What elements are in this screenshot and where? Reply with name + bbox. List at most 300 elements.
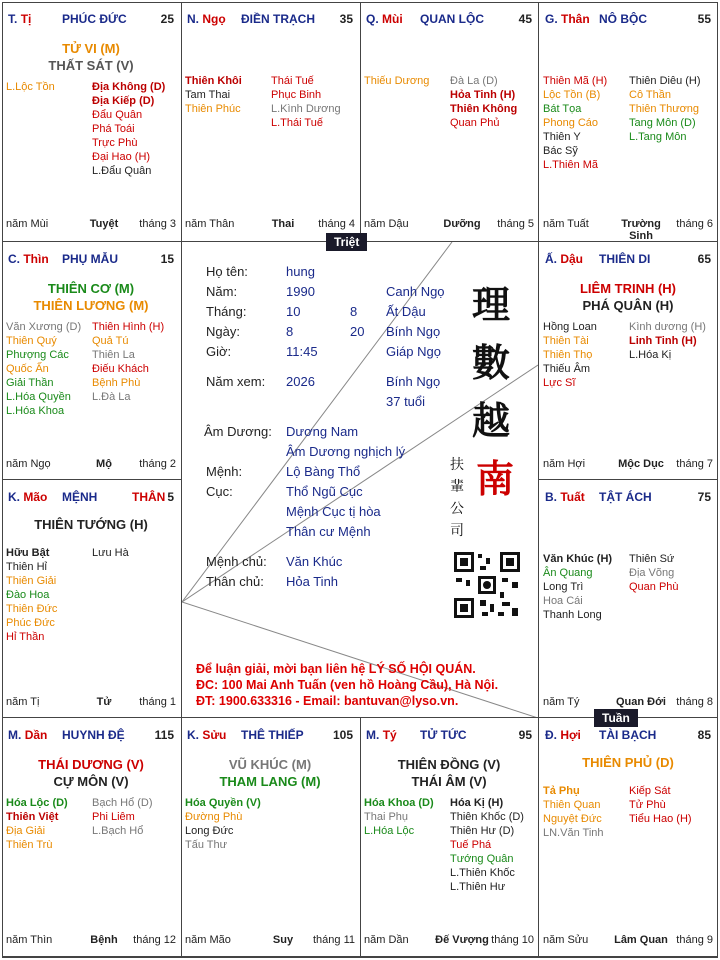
minor-star: Bạch Hổ (D) bbox=[92, 797, 153, 809]
amduong-label: Âm Dương: bbox=[204, 424, 272, 439]
minor-star: Điếu Khách bbox=[92, 363, 149, 375]
palace-ty[interactable] bbox=[360, 718, 538, 956]
minor-star: Hóa Kị (H) bbox=[450, 797, 504, 809]
minor-star: Hóa Quyền (V) bbox=[185, 797, 261, 809]
minor-col-right bbox=[629, 74, 715, 172]
minor-star: Tiểu Hao (H) bbox=[629, 813, 692, 825]
palace-header bbox=[8, 252, 174, 268]
grid-line bbox=[181, 2, 182, 958]
palace-thin[interactable] bbox=[2, 242, 180, 480]
palace-number: 5 bbox=[167, 490, 174, 504]
minor-star: Thai Phụ bbox=[364, 811, 409, 823]
age-value: 37 tuổi bbox=[386, 394, 426, 409]
minor-star: Thanh Long bbox=[543, 609, 602, 621]
palace-ngo[interactable] bbox=[181, 2, 359, 240]
major-star: CỰ MÔN (V) bbox=[53, 774, 129, 789]
minor-col-right bbox=[629, 784, 715, 840]
minor-star: Hỉ Thần bbox=[6, 631, 45, 643]
month-lunar: 8 bbox=[350, 304, 358, 319]
palace-footer bbox=[185, 934, 355, 948]
palace-dau[interactable] bbox=[539, 242, 717, 480]
can-label: K. bbox=[8, 490, 20, 504]
palace-header bbox=[8, 490, 174, 506]
name-value: hung bbox=[286, 264, 315, 279]
minor-col-right bbox=[92, 546, 178, 644]
stage-label: Mộc Dục bbox=[618, 458, 664, 470]
menhchu-value: Văn Khúc bbox=[286, 554, 343, 569]
minor-star: Tam Thai bbox=[185, 89, 231, 101]
chi-label: Hợi bbox=[560, 728, 581, 742]
palace-footer bbox=[364, 218, 534, 232]
stage-label: Trường Sinh bbox=[621, 218, 661, 240]
minor-stars bbox=[6, 796, 178, 852]
cuc-note: Mệnh Cục tị hòa bbox=[286, 504, 381, 519]
than-note: Thân cư Mệnh bbox=[286, 524, 371, 539]
palace-dan[interactable] bbox=[2, 718, 180, 956]
grid-line bbox=[360, 2, 361, 242]
minor-col-left bbox=[543, 74, 629, 172]
month-label: tháng 10 bbox=[491, 934, 534, 946]
palace-name: TÀI BẠCH bbox=[599, 728, 657, 742]
chi-label: Dần bbox=[24, 728, 48, 742]
minor-star: Thiên Phúc bbox=[185, 103, 241, 115]
minor-star: Địa Võng bbox=[629, 567, 675, 579]
minor-star: Phượng Các bbox=[6, 349, 69, 361]
minor-star: Phục Binh bbox=[271, 89, 322, 101]
minor-star: Bệnh Phù bbox=[92, 377, 141, 389]
can-label: T. bbox=[8, 12, 18, 26]
palace-header bbox=[8, 728, 174, 744]
month-label: tháng 11 bbox=[312, 934, 355, 946]
minor-star: Tử Phù bbox=[629, 799, 666, 811]
minor-col-left bbox=[364, 74, 450, 130]
month-label: tháng 6 bbox=[676, 218, 713, 230]
can-label: C. bbox=[8, 252, 20, 266]
stage-label: Suy bbox=[272, 934, 294, 946]
major-star: THIÊN CƠ (M) bbox=[47, 281, 135, 296]
minor-star: L.Thiên Khốc bbox=[450, 867, 515, 879]
palace-number: 25 bbox=[160, 12, 174, 26]
major-star: TỬ VI (M) bbox=[62, 41, 120, 56]
stage-label: Tử bbox=[96, 696, 112, 708]
palace-number: 65 bbox=[697, 252, 711, 266]
minor-star: L.Thiên Mã bbox=[543, 159, 599, 171]
minor-star: Phi Liêm bbox=[92, 811, 135, 823]
minor-star: Đào Hoa bbox=[6, 589, 50, 601]
minor-col-right bbox=[450, 796, 536, 894]
minor-star: Thiên Quan bbox=[543, 799, 601, 811]
palace-name: MỆNH bbox=[62, 490, 98, 504]
minor-stars bbox=[543, 74, 715, 172]
month-label: Tháng: bbox=[206, 304, 247, 319]
cuc-value: Thổ Ngũ Cục bbox=[286, 484, 363, 499]
can-label: Đ. bbox=[545, 728, 557, 742]
minor-stars bbox=[6, 546, 178, 644]
contact-line-3: ĐT: 1900.633316 - Email: bantuvan@lyso.vn. bbox=[196, 694, 459, 708]
minor-star: Tuế Phá bbox=[450, 839, 492, 851]
palace-number: 75 bbox=[697, 490, 711, 504]
minor-col-right bbox=[92, 796, 178, 852]
minor-star: Kình dương (H) bbox=[629, 321, 706, 333]
year-label: năm Hợi bbox=[543, 458, 586, 470]
year-label: năm Tuất bbox=[543, 218, 589, 230]
year-label: năm Sửu bbox=[543, 934, 589, 946]
palace-suu[interactable] bbox=[181, 718, 359, 956]
major-stars bbox=[539, 280, 717, 314]
minor-star: Thiên Trù bbox=[6, 839, 53, 851]
thanchu-value: Hỏa Tinh bbox=[286, 574, 339, 589]
minor-star: Phúc Đức bbox=[6, 617, 55, 629]
palace-tuat[interactable] bbox=[539, 480, 717, 718]
menh-label: Mệnh: bbox=[206, 464, 243, 479]
minor-col-right bbox=[92, 320, 178, 418]
center-info-panel bbox=[182, 242, 538, 718]
minor-col-right bbox=[271, 796, 357, 852]
stage-label: Lâm Quan bbox=[614, 934, 668, 946]
menh-value: Lộ Bàng Thổ bbox=[286, 464, 361, 479]
minor-col-left bbox=[185, 796, 271, 852]
minor-star: Đại Hao (H) bbox=[92, 151, 151, 163]
minor-stars bbox=[543, 320, 715, 390]
minor-stars bbox=[6, 320, 178, 418]
minor-star: Cô Thần bbox=[629, 89, 671, 101]
year-label: năm Tý bbox=[543, 696, 580, 708]
palace-number: 15 bbox=[160, 252, 174, 266]
minor-star: Kiếp Sát bbox=[629, 785, 671, 797]
year-label: năm Thân bbox=[185, 218, 235, 230]
thanchu-label: Thân chủ: bbox=[206, 574, 264, 589]
minor-star: Quan Phủ bbox=[450, 117, 500, 129]
minor-star: Long Đức bbox=[185, 825, 234, 837]
palace-mao[interactable] bbox=[2, 480, 180, 718]
can-label: M. bbox=[366, 728, 380, 742]
month-label: tháng 2 bbox=[139, 458, 176, 470]
palace-name: TẬT ÁCH bbox=[599, 490, 652, 504]
logo-char-2: 數 bbox=[472, 340, 511, 385]
chi-label: Mùi bbox=[382, 12, 403, 26]
name-label: Họ tên: bbox=[206, 264, 248, 279]
minor-star: Quan Phù bbox=[629, 581, 679, 593]
day-canchi: Bính Ngọ bbox=[386, 324, 441, 339]
minor-star: Hữu Bật bbox=[6, 547, 50, 559]
minor-star: L.Bạch Hổ bbox=[92, 825, 144, 837]
palace-footer bbox=[6, 934, 176, 948]
minor-stars bbox=[185, 74, 357, 130]
minor-col-left bbox=[185, 74, 271, 130]
chi-label: Thìn bbox=[23, 252, 49, 266]
minor-star: Linh Tinh (H) bbox=[629, 335, 697, 347]
minor-stars bbox=[543, 552, 715, 622]
year-label: năm Dần bbox=[364, 934, 409, 946]
chi-label: Mão bbox=[23, 490, 48, 504]
minor-col-left bbox=[6, 320, 92, 418]
minor-star: Thiên Giải bbox=[6, 575, 57, 587]
minor-star: Hóa Khoa (D) bbox=[364, 797, 434, 809]
view-year-label: Năm xem: bbox=[206, 374, 266, 389]
minor-col-left bbox=[6, 80, 92, 178]
minor-star: Giải Thần bbox=[6, 377, 54, 389]
stage-label: Mộ bbox=[96, 458, 112, 470]
minor-star: Tả Phụ bbox=[543, 785, 580, 797]
minor-star: Thiếu Dương bbox=[364, 75, 430, 87]
major-stars bbox=[2, 516, 180, 533]
year-label: năm Ngọ bbox=[6, 458, 51, 470]
minor-star: Thiên Mã (H) bbox=[543, 75, 608, 87]
can-label: N. bbox=[187, 12, 199, 26]
month-label: tháng 12 bbox=[133, 934, 176, 946]
palace-number: 115 bbox=[154, 728, 174, 742]
palace-name: NÔ BỘC bbox=[599, 12, 647, 26]
minor-star: Văn Khúc (H) bbox=[543, 553, 613, 565]
than-marker: THÂN bbox=[132, 490, 166, 504]
logo-side-1: 扶 bbox=[450, 457, 464, 473]
month-label: tháng 5 bbox=[497, 218, 534, 230]
minor-star: L.Tang Môn bbox=[629, 131, 687, 143]
logo-char-4: 南 bbox=[476, 456, 515, 501]
chi-label: Tý bbox=[382, 728, 397, 742]
year-label: năm Thìn bbox=[6, 934, 53, 946]
month-label: tháng 1 bbox=[139, 696, 176, 708]
view-year-value: 2026 bbox=[286, 374, 315, 389]
palace-footer bbox=[364, 934, 534, 948]
minor-star: L.Thái Tuế bbox=[271, 117, 323, 129]
logo-side-3: 公 bbox=[450, 501, 464, 517]
month-canchi: Ất Dậu bbox=[386, 304, 426, 319]
month-value: 10 bbox=[286, 304, 301, 319]
stage-label: Quan Đới bbox=[616, 696, 666, 708]
month-label: tháng 3 bbox=[139, 218, 176, 230]
chi-label: Thân bbox=[561, 12, 590, 26]
major-star: VŨ KHÚC (M) bbox=[228, 757, 312, 772]
minor-star: Thiên Sứ bbox=[629, 553, 675, 565]
minor-star: Tấu Thư bbox=[185, 839, 228, 851]
logo-char-1: 理 bbox=[472, 282, 511, 327]
minor-col-right bbox=[271, 74, 357, 130]
palace-name: TỬ TỨC bbox=[420, 728, 467, 742]
cuc-label: Cục: bbox=[206, 484, 233, 499]
palace-footer bbox=[543, 458, 713, 472]
minor-col-left bbox=[543, 552, 629, 622]
minor-star: Thiên Hình (H) bbox=[92, 321, 165, 333]
minor-stars bbox=[185, 796, 357, 852]
major-stars bbox=[360, 756, 538, 790]
minor-col-left bbox=[364, 796, 450, 894]
minor-star: Địa Không (D) bbox=[92, 81, 166, 93]
day-lunar: 20 bbox=[350, 324, 365, 339]
minor-star: Thiên Tài bbox=[543, 335, 589, 347]
minor-star: Bát Tọa bbox=[543, 103, 582, 115]
chi-label: Dậu bbox=[560, 252, 584, 266]
chi-label: Tị bbox=[20, 12, 32, 26]
minor-star: Thiên Diêu (H) bbox=[629, 75, 701, 87]
major-star: PHÁ QUÂN (H) bbox=[582, 298, 674, 313]
minor-star: L.Hóa Khoa bbox=[6, 405, 65, 417]
minor-star: Văn Xương (D) bbox=[6, 321, 82, 333]
palace-than[interactable] bbox=[539, 2, 717, 240]
minor-star: Thiên Đức bbox=[6, 603, 58, 615]
minor-star: Quả Tú bbox=[92, 335, 129, 347]
palace-name: HUYNH ĐỆ bbox=[62, 728, 125, 742]
minor-stars bbox=[543, 784, 715, 840]
stage-label: Bệnh bbox=[90, 934, 118, 946]
minor-star: Nguyệt Đức bbox=[543, 813, 602, 825]
can-label: K. bbox=[187, 728, 199, 742]
major-star: LIÊM TRINH (H) bbox=[579, 281, 677, 296]
minor-star: Tướng Quân bbox=[450, 853, 514, 865]
minor-star: Đường Phù bbox=[185, 811, 243, 823]
year-label: năm Tị bbox=[6, 696, 40, 708]
palace-number: 85 bbox=[697, 728, 711, 742]
year-value: 1990 bbox=[286, 284, 315, 299]
logo-char-3: 越 bbox=[472, 398, 511, 443]
can-label: Ấ. bbox=[545, 252, 557, 266]
minor-star: Thiên Y bbox=[543, 131, 581, 143]
major-stars bbox=[2, 280, 180, 314]
grid-line bbox=[360, 717, 361, 958]
can-label: G. bbox=[545, 12, 558, 26]
palace-number: 95 bbox=[518, 728, 532, 742]
month-label: tháng 4 bbox=[318, 218, 355, 230]
major-star: THIÊN PHỦ (D) bbox=[582, 755, 674, 770]
minor-star: Địa Giải bbox=[6, 825, 46, 837]
minor-star: Thiên Thọ bbox=[543, 349, 593, 361]
minor-star: Long Trì bbox=[543, 581, 584, 593]
minor-star: Tang Môn (D) bbox=[629, 117, 696, 129]
minor-stars bbox=[364, 74, 536, 130]
year-label: năm Dậu bbox=[364, 218, 409, 230]
minor-star: Thiên La bbox=[92, 349, 135, 361]
chi-label: Tuất bbox=[560, 490, 585, 504]
year-label: Năm: bbox=[206, 284, 238, 299]
minor-star: Lực Sĩ bbox=[543, 377, 576, 389]
minor-star: Hỏa Tinh (H) bbox=[450, 89, 516, 101]
minor-col-right bbox=[629, 552, 715, 622]
minor-star: Thiên Khốc (D) bbox=[450, 811, 524, 823]
logo-side-4: 司 bbox=[450, 523, 464, 539]
palace-name: THIÊN DI bbox=[599, 252, 651, 266]
major-star: THÁI DƯƠNG (V) bbox=[38, 757, 144, 772]
minor-star: Lưu Hà bbox=[92, 547, 129, 559]
minor-star: Thái Tuế bbox=[271, 75, 314, 87]
major-star: THIÊN ĐỒNG (V) bbox=[397, 757, 501, 772]
major-stars bbox=[539, 754, 717, 771]
month-label: tháng 9 bbox=[676, 934, 713, 946]
grid-line bbox=[717, 2, 718, 958]
hour-label: Giờ: bbox=[206, 344, 232, 359]
minor-stars bbox=[6, 80, 178, 178]
palace-header bbox=[187, 728, 353, 744]
minor-col-right bbox=[450, 74, 536, 130]
minor-col-left bbox=[6, 796, 92, 852]
palace-number: 55 bbox=[697, 12, 711, 26]
stage-label: Đế Vượng bbox=[435, 934, 489, 946]
amduong-note: Âm Dương nghịch lý bbox=[286, 444, 406, 459]
qr-code-icon[interactable] bbox=[452, 550, 522, 620]
major-star: THIÊN LƯƠNG (M) bbox=[33, 298, 149, 313]
minor-star: Đà La (D) bbox=[450, 75, 498, 87]
minor-star: Phá Toái bbox=[92, 123, 135, 135]
minor-star: L.Đà La bbox=[92, 391, 131, 403]
major-star: THẤT SÁT (V) bbox=[48, 58, 134, 73]
menhchu-label: Mệnh chủ: bbox=[206, 554, 267, 569]
grid-line bbox=[2, 2, 3, 958]
major-star: THÁI ÂM (V) bbox=[411, 774, 487, 789]
minor-star: Thiên Thương bbox=[629, 103, 700, 115]
minor-star: Thiên Hỉ bbox=[6, 561, 47, 573]
grid-line bbox=[2, 479, 181, 480]
palace-header bbox=[545, 12, 711, 28]
palace-header bbox=[187, 12, 353, 28]
amduong-value: Dương Nam bbox=[286, 424, 359, 439]
minor-star: Thiên Không bbox=[450, 103, 518, 115]
palace-header bbox=[366, 12, 532, 28]
stage-label: Tuyệt bbox=[89, 218, 119, 230]
palace-header bbox=[545, 728, 711, 744]
palace-number: 35 bbox=[339, 12, 353, 26]
minor-star: L.Đẩu Quân bbox=[92, 165, 152, 177]
palace-ti[interactable] bbox=[2, 2, 180, 240]
minor-star: Thiên Việt bbox=[6, 811, 59, 823]
palace-footer bbox=[543, 934, 713, 948]
palace-name: PHÚC ĐỨC bbox=[62, 12, 127, 26]
minor-star: Lộc Tồn (B) bbox=[543, 89, 601, 101]
minor-col-left bbox=[543, 784, 629, 840]
minor-star: L.Hóa Quyền bbox=[6, 391, 71, 403]
day-label: Ngày: bbox=[206, 324, 240, 339]
can-label: Q. bbox=[366, 12, 379, 26]
major-star: THIÊN TƯỚNG (H) bbox=[34, 517, 148, 532]
minor-star: L.Hóa Lộc bbox=[364, 825, 415, 837]
grid-line bbox=[538, 2, 539, 958]
minor-star: Trực Phù bbox=[92, 137, 138, 149]
minor-star: L.Thiên Hư bbox=[450, 881, 506, 893]
hour-canchi: Giáp Ngọ bbox=[386, 344, 441, 359]
minor-star: L.Kình Dương bbox=[271, 103, 341, 115]
palace-name: QUAN LỘC bbox=[420, 12, 484, 26]
minor-star: Thiên Hư (D) bbox=[450, 825, 515, 837]
palace-header bbox=[8, 12, 174, 28]
stage-label: Thai bbox=[271, 218, 295, 230]
tu-vi-chart bbox=[2, 2, 718, 958]
palace-name: ĐIỀN TRẠCH bbox=[241, 12, 315, 26]
minor-star: Thiếu Âm bbox=[543, 363, 591, 375]
minor-star: Địa Kiếp (D) bbox=[92, 95, 155, 107]
stage-label: Dưỡng bbox=[443, 218, 481, 230]
minor-star: Hóa Lộc (D) bbox=[6, 797, 68, 809]
palace-name: THÊ THIẾP bbox=[241, 728, 304, 742]
can-label: M. bbox=[8, 728, 22, 742]
triet-tag: Triệt bbox=[326, 233, 367, 251]
year-label: năm Mão bbox=[185, 934, 231, 946]
day-value: 8 bbox=[286, 324, 294, 339]
minor-star: Đẩu Quân bbox=[92, 109, 143, 121]
palace-mui[interactable] bbox=[360, 2, 538, 240]
palace-footer bbox=[6, 458, 176, 472]
minor-star: L.Hóa Kị bbox=[629, 349, 672, 361]
palace-hoi[interactable] bbox=[539, 718, 717, 956]
palace-header bbox=[545, 252, 711, 268]
year-label: năm Mùi bbox=[6, 218, 49, 230]
chi-label: Sửu bbox=[202, 728, 227, 742]
minor-star: Ân Quang bbox=[543, 567, 593, 579]
view-year-canchi: Bính Ngọ bbox=[386, 374, 441, 389]
minor-star: Hồng Loan bbox=[543, 321, 597, 333]
palace-footer bbox=[185, 218, 355, 232]
can-label: B. bbox=[545, 490, 557, 504]
month-label: tháng 7 bbox=[676, 458, 713, 470]
minor-star: Hoa Cái bbox=[543, 595, 583, 607]
minor-col-left bbox=[6, 546, 92, 644]
